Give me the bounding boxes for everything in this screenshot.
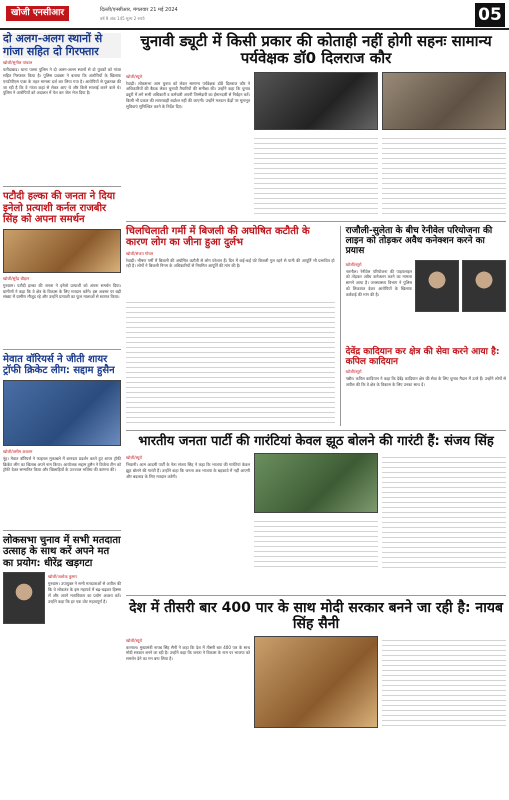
masthead — [0, 0, 509, 30]
story-body: भिवानी। आम आदमी पार्टी के नेता संजय सिंह ने कहा कि भाजपा की गारंटियां केवल झूठ बोलने की गारंटी हैं। उन्होंने कहा कि जनता अब भाजपा के बहकावे में नहीं आएगी और बदलाव के लिए मतदान करेगी। — [126, 462, 250, 480]
story-byline: खोजी/संजय गोयल — [126, 250, 154, 256]
lead-body: रेवाड़ी। लोकसभा आम चुनाव को लेकर सामान्य पर्यवेक्षक डॉ0 दिलराज कौर ने अधिकारियों की बैठक लेकर चुनावी तैयारियों की समीक्षा की। उन्होंने कहा कि चुनाव ड्यूटी में लगे सभी अधिकारी व कर्मचारी अपनी जिम्मेदारी का ईमानदारी से निर्वहन करें। किसी भी प्रकार की लापरवाही बर्दाश्त नहीं की जाएगी। उन्होंने मतदान केंद्रों पर मूलभूत सुविधाएं सुनिश्चित करने के निर्देश दिए। — [126, 80, 250, 109]
story-body: गुरुग्राम। पटौदी हल्का की जनता ने इनेलो प्रत्याशी को अपना समर्थन दिया। ग्रामीणों ने कहा कि वे क्षेत्र के विकास के लिए मतदान करेंगे। इस अवसर पर बड़ी संख्या में ग्रामीण मौजूद रहे और उन्होंने प्रत्याशी का फूल मालाओं से स्वागत किया। — [3, 282, 121, 300]
divider — [3, 349, 121, 350]
lead-story — [126, 33, 506, 217]
lead-photo — [382, 72, 506, 130]
story-byline: खोजी/वसीम अकरम — [3, 448, 33, 454]
text-column — [254, 517, 378, 569]
story-ganja-arrest — [3, 33, 121, 182]
story-headline: देवेंद्र कादियान कर क्षेत्र की सेवा करने आया है: कपिल कादियान — [345, 346, 500, 367]
story-pipeline — [340, 226, 506, 426]
story-photo — [3, 572, 45, 624]
lead-photo — [254, 72, 378, 130]
story-headline: दो अलग-अलग स्थानों से गांजा सहित दो गिरफ्तार — [3, 33, 121, 58]
divider — [126, 430, 506, 431]
left-column — [3, 33, 121, 673]
divider — [126, 221, 506, 222]
divider — [126, 595, 506, 596]
divider — [3, 186, 121, 187]
story-modi-government — [126, 600, 506, 731]
story-bjp-guarantees — [126, 435, 506, 591]
story-byline: खोजी/ब्यूरो — [345, 261, 362, 267]
story-photo — [254, 453, 378, 513]
story-headline: चिलचिलाती गर्मी में बिजली की अघोषित कटौती के कारण लोग का जीना हुआ दुर्लभ — [126, 225, 310, 248]
story-byline: खोजी/ब्यूरो — [345, 369, 362, 375]
story-photo — [415, 260, 459, 312]
story-byline: खोजी/ब्यूरो — [126, 637, 142, 643]
story-photo — [3, 380, 121, 446]
story-headline: मेवात वॉरियर्स ने जीती शायर ट्रॉफी क्रिकेट लीग: सद्दाम हुसैन — [3, 353, 115, 377]
story-body: रेवाड़ी। भीषण गर्मी में बिजली की अघोषित कटौती से लोग परेशान हैं। दिन में कई-कई घंटे बिजली गुल रहने से पानी की आपूर्ति भी प्रभावित हो रही है। लोगों ने बिजली निगम के अधिकारियों से नियमित आपूर्ति की मांग की है। — [126, 257, 335, 269]
story-byline: खोजी/ब्यूरो — [126, 455, 142, 461]
story-photo — [254, 636, 378, 728]
story-pataudi-support — [3, 191, 121, 345]
story-voter-appeal — [3, 535, 121, 674]
edition-subline: वर्ष 9 अंक 145 मूल्य 2 रुपये — [100, 16, 145, 21]
story-headline: लोकसभा चुनाव में सभी मतदाता उत्साह के साथ करें अपने मत का प्रयोग: धीरेंद्र खड़गटा — [3, 534, 121, 569]
middle-stories — [126, 226, 506, 426]
story-body: गन्नौर। कपिल कादियान ने कहा कि देवेंद्र कादियान क्षेत्र की सेवा के लिए चुनाव मैदान में उतरे हैं। उन्होंने लोगों से अपील की कि वे क्षेत्र के विकास के लिए उनका साथ दें। — [345, 376, 506, 388]
story-headline: भारतीय जनता पार्टी की गारंटियां केवल झूठ बोलने की गारंटी हैं: संजय सिंह — [138, 433, 494, 449]
story-byline: खोजी/ब्यूरो — [126, 73, 142, 79]
text-column — [382, 134, 506, 214]
text-column — [254, 134, 378, 214]
story-byline: खोजी/अशोक कुमार — [48, 574, 77, 580]
story-body: गुरुग्राम। उपायुक्त ने सभी मतदाताओं से अपील की कि वे लोकतंत्र के इस महापर्व में बढ़-चढ़कर हिस्सा लें और अपने मताधिकार का प्रयोग अवश्य करें। उन्होंने कहा कि हर एक वोट महत्वपूर्ण है। — [48, 581, 121, 604]
edition-line: दिल्ली/एनसीआर, मंगलवार 21 मई 2024 — [100, 7, 178, 13]
story-byline: खोजी/सुनील पांचाल — [3, 60, 33, 66]
story-body: नारनौल। रेनीवेल परियोजना की पाइपलाइन को तोड़कर अवैध कनेक्शन करने का मामला सामने आया है। जनस्वास्थ्य विभाग ने पुलिस को शिकायत देकर आरोपियों के खिलाफ कार्रवाई की मांग की है। — [345, 268, 412, 297]
story-headline: देश में तीसरी बार 400 पार के साथ मोदी सरकार बनने जा रही है: नायब सिंह सैनी — [129, 599, 503, 632]
main-column — [126, 33, 506, 731]
story-cricket-league — [3, 354, 121, 526]
text-column — [126, 298, 335, 424]
story-body: करनाल। मुख्यमंत्री नायब सिंह सैनी ने कहा कि देश में तीसरी बार 400 पार के साथ मोदी सरकार बनने जा रही है। उन्होंने कहा कि जनता ने विकास के नाम पर भाजपा को समर्थन देने का मन बना लिया है। — [126, 644, 250, 662]
story-power-cuts — [126, 226, 335, 426]
page-number: 05 — [475, 3, 505, 27]
lead-headline: चुनावी ड्यूटी में किसी प्रकार की कोताही नहीं होगी सहनः सामान्य पर्यवेक्षक डॉ0 दिलराज कौर — [140, 32, 492, 68]
story-body: फरीदाबाद। थाना पल्ला पुलिस ने दो अलग-अलग स्थानों से दो युवकों को गांजा सहित गिरफ्तार किया है। पुलिस प्रवक्ता ने बताया कि आरोपियों के खिलाफ एनडीपीएस एक्ट के तहत मामला दर्ज कर लिया गया है। आरोपियों से पूछताछ की जा रही है कि वे गांजा कहां से लेकर आए थे और किसे सप्लाई करने वाले थे। पुलिस ने आरोपियों को अदालत में पेश कर जेल भेज दिया है। — [3, 67, 121, 96]
story-headline: राजौली-सुलेता के बीच रेनीवेल परियोजना की लाइन को तोड़कर अवैध कनेक्शन करने का प्रयास — [345, 225, 493, 257]
story-byline: खोजी/सुरेंद्र चौहान — [3, 275, 30, 281]
text-column — [382, 636, 506, 728]
newspaper-logo: खोजी एनसीआर — [6, 6, 69, 21]
divider — [3, 530, 121, 531]
story-body: नूंह। मेवात वॉरियर्स ने फाइनल मुकाबले में शानदार प्रदर्शन करते हुए शायर ट्रॉफी क्रिकेट लीग का खिताब अपने नाम किया। आयोजक सद्दाम हुसैन ने विजेता टीम को ट्रॉफी देकर सम्मानित किया और खिलाड़ियों के उज्ज्वल भविष्य की कामना की। — [3, 455, 121, 473]
text-column — [382, 453, 506, 569]
story-photo — [3, 229, 121, 273]
story-headline: पटौदी हल्का की जनता ने दिया इनेलो प्रत्याशी कर्नल राजबीर सिंह को अपना समर्थन — [3, 191, 116, 226]
story-photo — [462, 260, 506, 312]
